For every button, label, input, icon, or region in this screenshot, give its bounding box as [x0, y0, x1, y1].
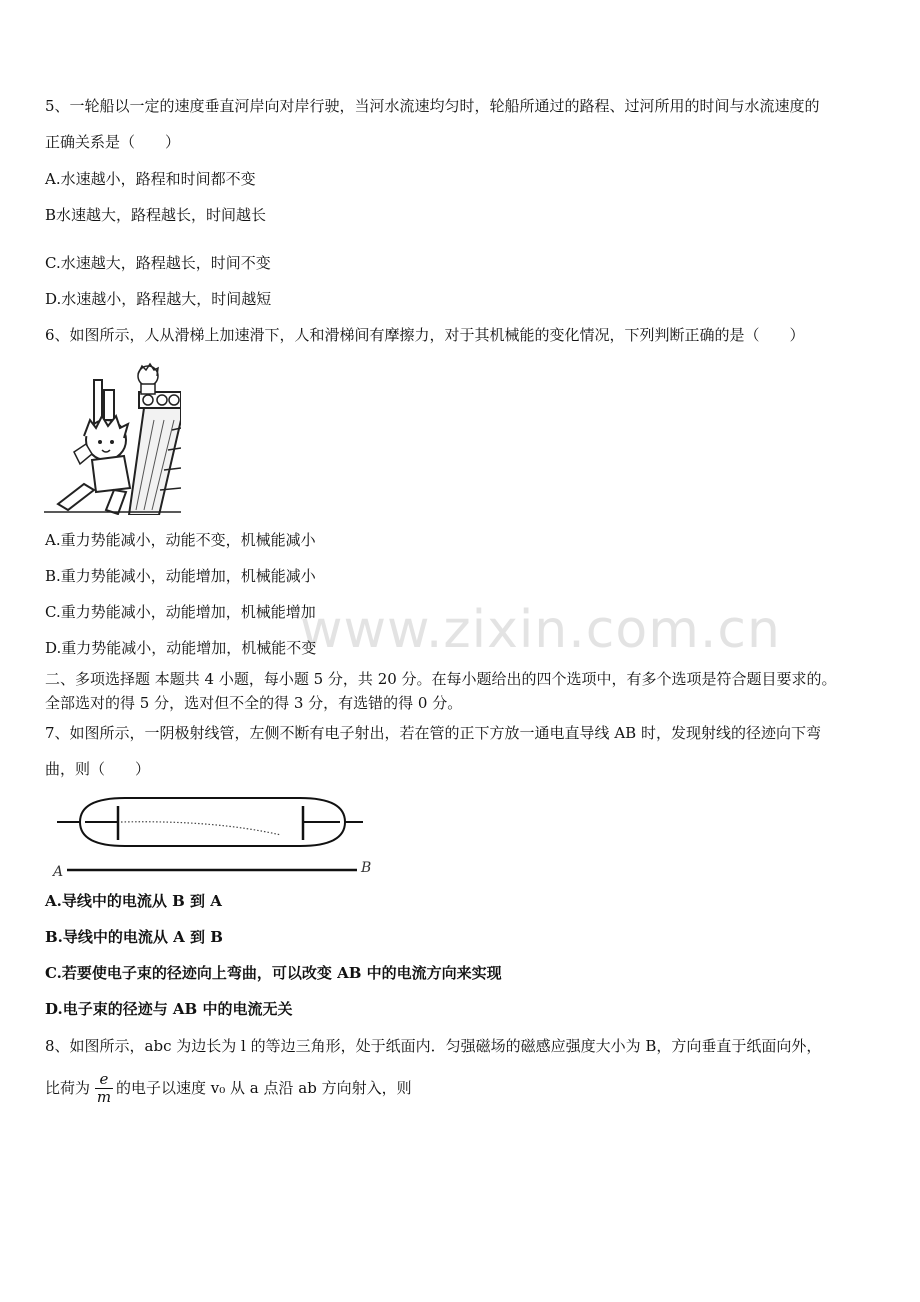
section2-line2: 全部选对的得 5 分，选对但不全的得 3 分，有选错的得 0 分。: [45, 694, 463, 712]
fraction-numerator: e: [95, 1071, 113, 1089]
charge-mass-ratio-fraction: [95, 1071, 113, 1106]
q8-stem-line2-suffix: 的电子以速度 v₀ 从 a 点沿 ab 方向射入，则: [116, 1079, 412, 1097]
q6-option-b: B.重力势能减小，动能增加，机械能减小: [45, 567, 316, 585]
q5-option-a: A.水速越小，路程和时间都不变: [45, 170, 256, 188]
label-a: A: [53, 864, 64, 880]
q7-option-c: C.若要使电子束的径迹向上弯曲，可以改变 AB 中的电流方向来实现: [45, 964, 502, 982]
q7-option-b: B.导线中的电流从 A 到 B: [45, 928, 223, 946]
q8-stem-line1: 8、如图所示，abc 为边长为 l 的等边三角形，处于纸面内．匀强磁场的磁感应强度大小为 B，方向垂直于纸面向外，: [45, 1037, 822, 1055]
q7-stem-line1: 7、如图所示，一阴极射线管，左侧不断有电子射出，若在管的正下方放一通电直导线 AB 时，发现射线的径迹向下弯: [45, 724, 821, 742]
q6-option-a: A.重力势能减小，动能不变，机械能减小: [45, 531, 316, 549]
q7-stem-line2: 曲，则（ ）: [45, 760, 151, 778]
fraction-denominator: m: [96, 1088, 112, 1106]
section2-line1: 二、多项选择题 本题共 4 小题，每小题 5 分，共 20 分。在每小题给出的四个选项中，有多个选项是符合题目要求的。: [45, 670, 837, 688]
cathode-ray-tube-figure: [45, 790, 380, 880]
label-b: B: [361, 860, 372, 876]
q6-option-d: D.重力势能减小，动能增加，机械能不变: [45, 639, 317, 657]
q6-stem: 6、如图所示，人从滑梯上加速滑下，人和滑梯间有摩擦力，对于其机械能的变化情况，下列判断正确的是（ ）: [45, 326, 805, 344]
q7-option-a: A.导线中的电流从 B 到 A: [45, 892, 222, 910]
q7-option-d: D.电子束的径迹与 AB 中的电流无关: [45, 1000, 293, 1018]
q8-stem-line2-prefix: 比荷为: [45, 1079, 91, 1097]
slide-illustration: [44, 360, 181, 515]
q5-option-b: B水速越大，路程越长，时间越长: [45, 206, 267, 224]
q5-option-c: C.水速越大，路程越长，时间不变: [45, 254, 271, 272]
watermark: www.zixin.com.cn: [300, 600, 781, 660]
q6-option-c: C.重力势能减小，动能增加，机械能增加: [45, 603, 316, 621]
q5-stem-line1: 5、一轮船以一定的速度垂直河岸向对岸行驶，当河水流速均匀时，轮船所通过的路程、过河所用的时间与水流速度的: [45, 97, 820, 115]
q5-option-d: D.水速越小，路程越大，时间越短: [45, 290, 272, 308]
q5-stem-line2: 正确关系是（ ）: [45, 133, 181, 151]
